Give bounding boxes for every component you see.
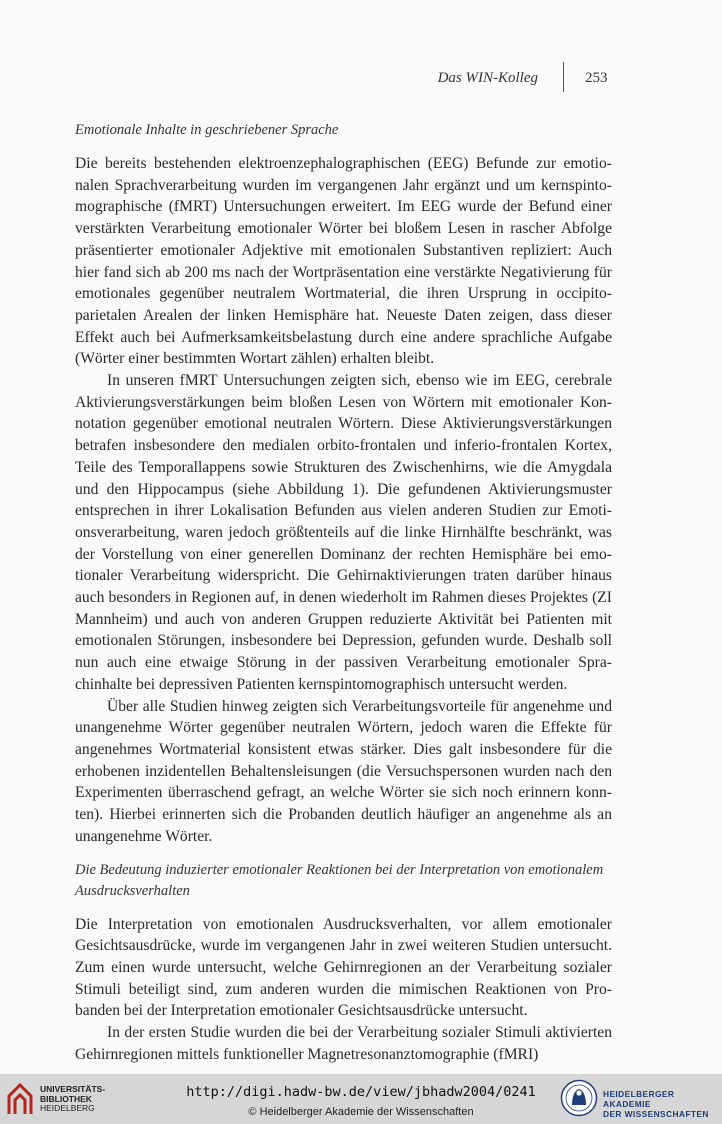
academy-name-line: DER WISSENSCHAFTEN <box>603 1109 709 1119</box>
copyright-notice: © Heidelberger Akademie der Wissenschaften <box>248 1106 474 1118</box>
permalink-url[interactable]: http://digi.hadw-bw.de/view/jbhadw2004/0241 <box>186 1084 536 1100</box>
page-number: 253 <box>585 70 608 86</box>
academy-seal-icon <box>560 1079 598 1117</box>
running-title: Das WIN-Kolleg <box>437 70 538 86</box>
paragraph: Über alle Studien hinweg zeigten sich Verarbeitungsvorteile für angenehme und unangenehme Wörter gegenüber neutralen Wörtern, jedoch waren die Effekte für angenehmes Wortmaterial konsistent etwas stärker. Dies galt insbesondere für die erhobenen inzidentellen Behaltensleisungen (die Versuchspersonen wurden nach den Experimenten überraschend gefragt, an welche Wörter sie sich noch erinnern konnten). Hierbei erinnerten sich die Probanden deutlich häufiger an angenehme als an unangenehme Wörter. <box>75 697 612 845</box>
section-heading: Emotionale Inhalte in geschriebener Sprache <box>75 122 339 138</box>
section-spacer <box>75 848 612 860</box>
paragraph: Die bereits bestehenden elektroenzephalographischen (EEG) Befunde zur emotionalen Sprachverarbeitung wurden im vergangenen Jahr ergänzt und um kernspintomographische (fMRT) Untersuchungen erweitert. Im EEG wurde der Befund einer verstärkten Verarbeitung emotionaler Wörter bei bloßem Lesen in rascher Abfolge präsentierter emotionaler Adjektive mit emotionalen Substantiven repliziert: Auch hier fand sich ab 200 ms nach der Wortpräsentation eine verstärkte Negativierung für emotionales gegenüber neutralem Wortmaterial, die ihren Ursprung in occipitoparietalen Arealen der linken Hemisphäre hat. Neueste Daten zeigen, dass dieser Effekt auch bei Aufmerksamkeitsbelastung durch eine andere sprachliche Aufgabe (Wörter einer bestimmten Wortart zählen) erhalten bleibt. <box>75 155 612 368</box>
paragraph: In der ersten Studie wurden die bei der Verarbeitung sozialer Stimuli aktivierten Gehirnregionen mittels funktioneller Magnetresonanztomographie (fMRI) <box>75 1024 612 1063</box>
library-name-line: UNIVERSITÄTS- <box>40 1084 106 1094</box>
viewer-footer <box>0 1074 722 1124</box>
page-header <box>0 68 722 92</box>
paragraph: Die Interpretation von emotionalen Ausdrucksverhalten, vor allem emotionaler Gesichtsausdrücke, wurde im vergangenen Jahr in zwei weiteren Studien untersucht. Zum einen wurde untersucht, welche Gehirnregionen an der Verarbeitung sozialer Stimuli beteiligt sind, zum anderen wurden die mimischen Reaktionen von Probanden bei der Interpretation emotionaler Gesichtsausdrücke untersucht. <box>75 915 612 1020</box>
academy-name <box>603 1089 722 1119</box>
section-heading: Die Bedeutung induzierter emotionaler Reaktionen bei der Interpretation von emotionalem Ausdrucksverhalten <box>75 861 604 899</box>
library-name-line: HEIDELBERG <box>40 1103 95 1113</box>
academy-name-line: HEIDELBERGER AKADEMIE <box>603 1089 675 1109</box>
library-name-line: BIBLIOTHEK <box>40 1093 92 1104</box>
main-text <box>75 120 612 1065</box>
header-divider <box>563 62 564 92</box>
paragraph: In unseren fMRT Untersuchungen zeigten sich, ebenso wie im EEG, cerebrale Aktivierungsverstärkungen beim bloßen Lesen von Wörtern mit emotionaler Konnotation gegenüber emotional neutralen Wörtern. Diese Aktivierungsverstärkungen betrafen insbesondere den medialen orbito-frontalen und inferio-frontalen Kortex, Teile des Temporallappens sowie Strukturen des Zwischenhirns, wie die Amygdala und den Hippocampus (siehe Abbildung 1). Die gefundenen Aktivierungsmuster entsprechen in ihrer Lokalisation Befunden aus vielen anderen Studien zur Emotionsverarbeitung, waren jedoch größtenteils auf die linke Hirnhälfte beschränkt, was der Vorstellung von einer generellen Dominanz der rechten Hemisphäre bei emotionaler Verarbeitung widerspricht. Die Gehirnaktivierungen traten darüber hinaus auch besonders in Regionen auf, in denen wiederholt im Rahmen dieses Projektes (ZI Mannheim) und auch von anderen Gruppen reduzierte Aktivität bei Patienten mit emotionalen Störungen, insbesondere bei Depression, gefunden wurde. Deshalb soll nun auch eine etwaige Störung in der passiven Verarbeitung emotionaler Sprachinhalte bei depressiven Patienten kernspintomographisch untersucht werden. <box>75 372 612 693</box>
